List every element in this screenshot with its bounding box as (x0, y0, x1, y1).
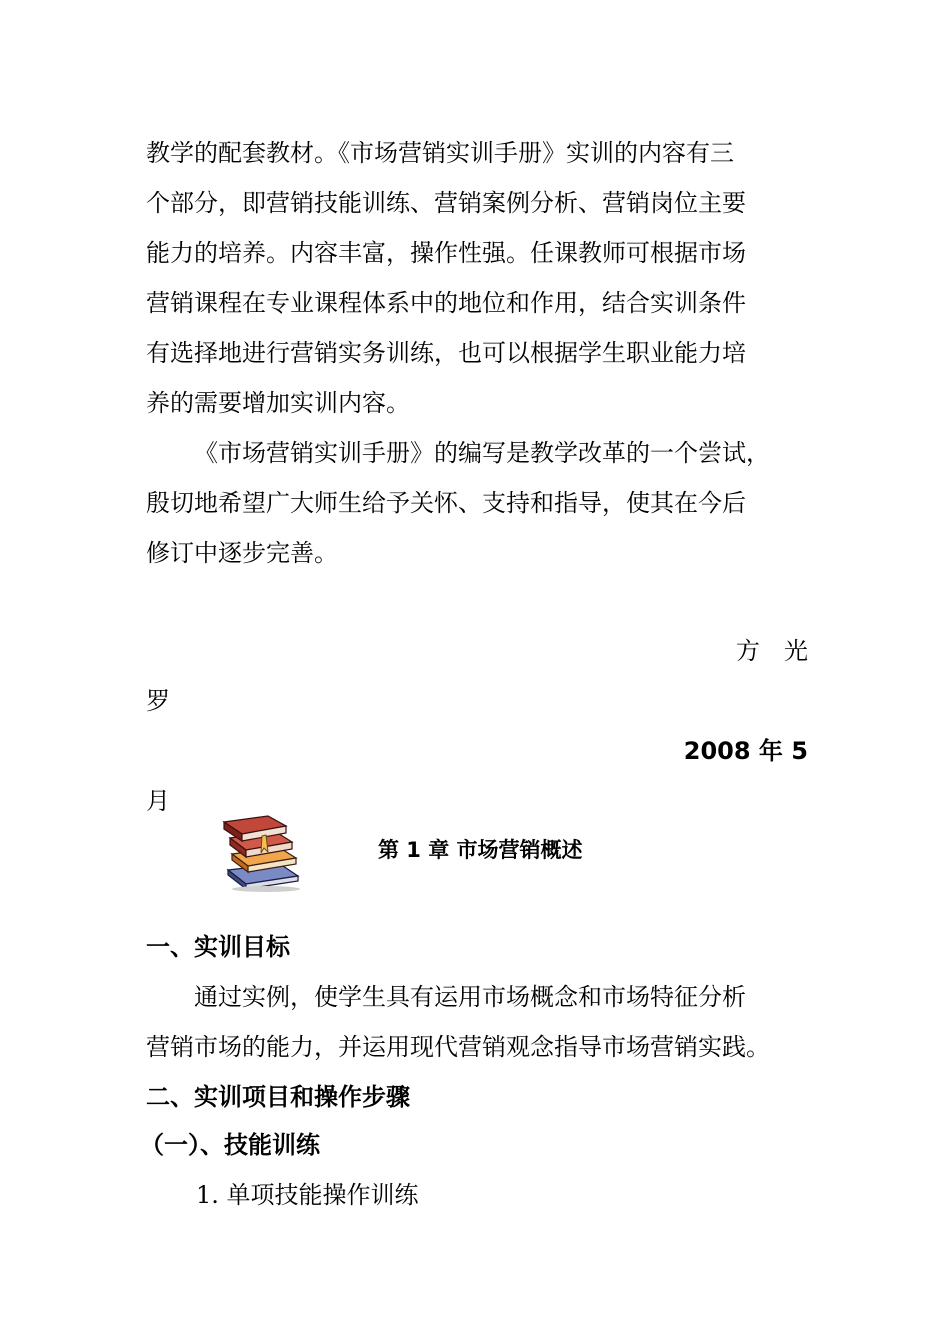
section-heading-objectives: 一、实训目标 (146, 933, 290, 961)
list-item-single-skill: 1. 单项技能操作训练 (196, 1181, 419, 1209)
intro-line: 个部分，即营销技能训练、营销案例分析、营销岗位主要 (146, 189, 746, 217)
books-stack-icon (218, 812, 306, 892)
date-part1: 2008 年 5 (683, 737, 808, 765)
closing-line: 殷切地希望广大师生给予关怀、支持和指导，使其在今后 (146, 489, 746, 517)
section-heading-projects: 二、实训项目和操作步骤 (146, 1083, 410, 1111)
author-name-part1: 方 光 (736, 637, 808, 665)
subsection-heading-skills: （一）、技能训练 (140, 1131, 320, 1159)
intro-line: 营销课程在专业课程体系中的地位和作用，结合实训条件 (146, 289, 746, 317)
intro-line: 教学的配套教材。《市场营销实训手册》实训的内容有三 (146, 139, 734, 167)
closing-paragraph (146, 428, 811, 578)
closing-line: 《市场营销实训手册》的编写是教学改革的一个尝试， (194, 439, 770, 467)
intro-line: 能力的培养。内容丰富，操作性强。任课教师可根据市场 (146, 239, 746, 267)
chapter-title: 第 1 章 市场营销概述 (378, 838, 583, 862)
author-name-part2: 罗 (146, 687, 170, 715)
objectives-paragraph (146, 972, 811, 1072)
intro-line: 有选择地进行营销实务训练，也可以根据学生职业能力培 (146, 339, 746, 367)
closing-line: 修订中逐步完善。 (146, 539, 338, 567)
objectives-line: 营销市场的能力，并运用现代营销观念指导市场营销实践。 (146, 1033, 770, 1061)
intro-paragraph (146, 128, 811, 428)
intro-line: 养的需要增加实训内容。 (146, 389, 410, 417)
objectives-line: 通过实例，使学生具有运用市场概念和市场特征分析 (194, 983, 746, 1011)
date-part2: 月 (146, 787, 170, 815)
